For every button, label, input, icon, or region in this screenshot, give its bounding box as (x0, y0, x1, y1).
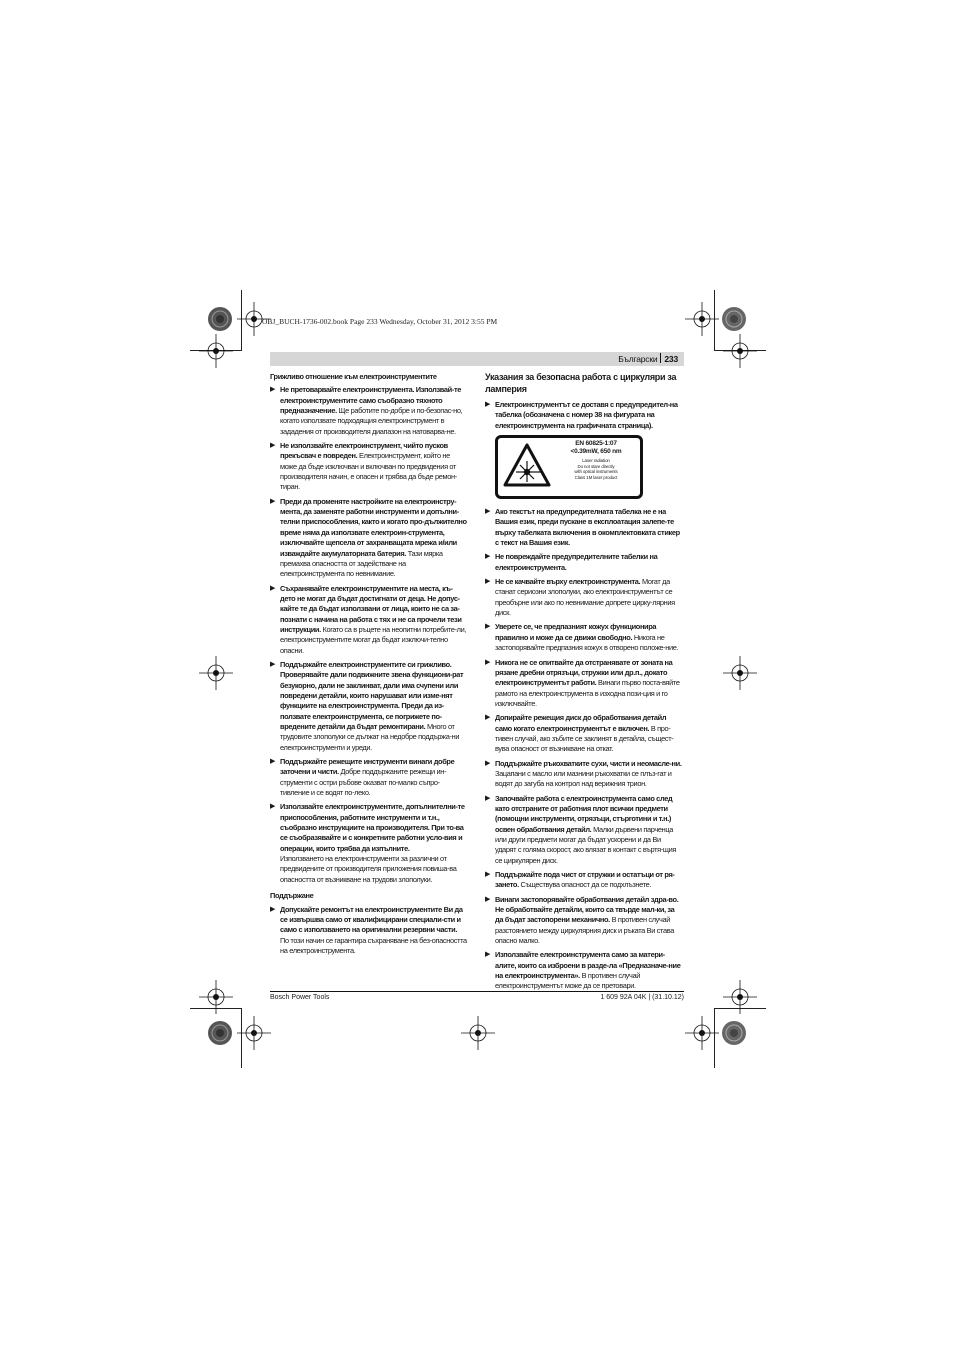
header-separator (660, 353, 661, 363)
page-header (270, 352, 684, 366)
list-item: ▶ Не използвайте електроинструмент, чийто пусков прекъсвач е повреден. Електроинструмент, който не може да бъде изключван и включван по предвидения от производителя начин, е опасен и трябва да бъде ремон-тиран. (270, 441, 457, 492)
right-column (485, 372, 682, 996)
registration-mark-icon (199, 656, 233, 690)
arrow-bullet-icon: ▶ (485, 658, 491, 666)
registration-mark-icon (199, 334, 233, 368)
section-note: Използването на електроинструменти за различни от предвидените от производителя приложения повиша-ва опасността от възникване на трудови злополуки. (280, 854, 457, 884)
laser-warning-icon (503, 443, 551, 487)
color-target-icon (721, 306, 747, 332)
arrow-bullet-icon: ▶ (270, 758, 276, 766)
arrow-bullet-icon: ▶ (485, 759, 491, 767)
color-target-icon (207, 1020, 233, 1046)
registration-mark-icon (685, 1016, 719, 1050)
section-title: Указания за безопасна работа с циркуляри за ламперия (485, 372, 677, 394)
arrow-bullet-icon: ▶ (485, 578, 491, 586)
list-item: ▶ Съхранявайте електроинструментите на места, къ-дето не могат да бъдат достигнати от деца. Не допус-кайте те да бъдат използвани от лица, които не са за-познати с начина на работа с тях и не са прочели тези инструкции. Когато са в ръцете на неопитни потребите-ли, електроинструментите могат да бъдат изключи-телно опасни. (270, 583, 467, 655)
list-item: ▶ Уверете се, че предпазният кожух функционира правилно и може да се движи свободно. Никога не застопорявайте предпазния кожух в отворено положе-ние. (485, 622, 679, 653)
arrow-bullet-icon: ▶ (270, 905, 276, 913)
arrow-bullet-icon: ▶ (270, 497, 276, 505)
color-target-icon (721, 1020, 747, 1046)
arrow-bullet-icon: ▶ (270, 584, 276, 592)
section-title: Грижливо отношение към електроинструментите (270, 372, 437, 381)
registration-mark-icon (685, 302, 719, 336)
arrow-bullet-icon: ▶ (485, 508, 491, 516)
registration-mark-icon (461, 1016, 495, 1050)
list-item: ▶ Ако текстът на предупредителната табелка не е на Вашия език, преди пускане в експлоатация залепе-те върху табелката включения в окомплектовката стикер с текст на Вашия език. (485, 507, 680, 548)
list-item: ▶ Поддържайте електроинструментите си грижливо. Проверявайте дали подвижните звена функциони-рат безукорно, дали не заклинват, дали има счупени или повредени детайли, които нарушават или изме-нят функциите на електроинструмента. Преди да из-ползвате електроинструмента, се погрижете по-вредените детайли да бъдат ремонтирани. Много от трудовите злополуки се дължат на недобре поддържа-ни електроинструменти и уреди. (270, 659, 464, 752)
arrow-bullet-icon: ▶ (485, 714, 491, 722)
registration-mark-icon (237, 1016, 271, 1050)
list-item: ▶ Не повреждайте предупредителните табелки на електроинструмента. (485, 552, 658, 572)
registration-mark-icon (723, 656, 757, 690)
list-item: ▶ Използвайте електроинструмента само за матери-алите, които са изброени в разде-ла «Предназначе-ние на електроинструмента». В противен случай електроинструментът може да се претовари. (485, 950, 681, 991)
list-item: ▶ Никога не се опитвайте да отстранявате от зоната на рязане дребни отрязъци, стружки или др.п., докато електроинструментът работи. Винаги първо поста-вяйте рамото на електроинструмента в изходна пози-ция и го изключвайте. (485, 657, 680, 708)
laser-label-standard: EN 60825-1:07 <0.39mW, 650 nm (570, 440, 622, 455)
list-item: ▶ Поддържайте пода чист от стружки и остатъци от ря-зането. Съществува опасност да се подхлъзнете. (485, 870, 675, 890)
list-item: ▶ Не претоварвайте електроинструмента. Използвай-те електроинструментите само съобразно тяхното предназначение. Ще работите по-добре и по-безопас-но, когато използвате подходящия електроинструмент в зададения от производителя диапазон на натоварва-не. (270, 385, 463, 436)
list-item: ▶ Преди да променяте настройките на електроинстру-мента, да заменяте работни инструменти и допълни-телни приспособления, както и когато про-дължително време няма да използвате електроин-струмента, изключвайте щепсела от захранващата мрежа и/или изваждайте акумулаторната батерия. Тази мярка премахва опасността от задействане на електроинструмента по невнимание. (270, 496, 467, 579)
arrow-bullet-icon: ▶ (270, 660, 276, 668)
list-item: ▶ Поддържайте режещите инструменти винаги добре заточени и чисти. Добре поддържаните режещи ин-струменти с остри ръбове оказват по-малко съпро-тивление и се водят по-леко. (270, 757, 455, 798)
arrow-bullet-icon: ▶ (485, 623, 491, 631)
print-header: OBJ_BUCH-1736-002.book Page 233 Wednesday, October 31, 2012 3:55 PM (262, 317, 498, 326)
list-item: ▶ Поддържайте ръкохватките сухи, чисти и неомасле-ни. Зацапани с масло или мазнини ръкохватки се плъз-гат и водят до загуба на контрол над верижния трион. (485, 758, 682, 789)
list-item: ▶ Започвайте работа с електроинструмента само след като отстраните от работния плот всички предмети (помощни инструменти, отрязъци, стърготини и т.н.) освен обработвания детайл. Малки дървени парченца или други предмети могат да бъдат ускорени и да Ви ударят с голяма скорост, ако влязат в контакт с въртя-щия се циркулярен диск. (485, 793, 677, 865)
left-column (270, 372, 467, 960)
arrow-bullet-icon: ▶ (270, 803, 276, 811)
arrow-bullet-icon: ▶ (485, 553, 491, 561)
arrow-bullet-icon: ▶ (485, 794, 491, 802)
registration-mark-icon (237, 302, 271, 336)
arrow-bullet-icon: ▶ (485, 951, 491, 959)
arrow-bullet-icon: ▶ (485, 401, 491, 408)
list-item: ▶ Не се качвайте върху електроинструмента. Могат да станат сериозни злополуки, ако електроинструментът се преобърне или ако по невнимание допрете цирку-лярния диск. (485, 577, 675, 618)
page-header-text (618, 353, 678, 364)
arrow-bullet-icon: ▶ (270, 442, 276, 450)
list-item: ▶ Винаги застопорявайте обработвания детайл здра-во. Не обработвайте детайли, които са твърде мал-ки, за да бъдат застопорени механично. В противен случай разстоянието между циркулярния диск и ръката Ви става опасно малко. (485, 894, 679, 946)
registration-mark-icon (199, 980, 233, 1014)
laser-warning-label (495, 435, 643, 499)
arrow-bullet-icon: ▶ (485, 871, 491, 879)
color-target-icon (207, 306, 233, 332)
footer-rule (270, 991, 684, 992)
language-label: Български (618, 354, 658, 364)
footer-document-code: 1 609 92A 04K | (31.10.12) (600, 994, 684, 1001)
list-item: ▶ Електроинструментът се доставя с предупредител-на табелка (обозначена с номер 38 на фигурата на електроинструмента на графичната страница). (485, 400, 678, 430)
registration-mark-icon (723, 334, 757, 368)
arrow-bullet-icon: ▶ (270, 386, 276, 394)
laser-label-text: Laser radiation Do not stare directly with optical instruments Class 1M laser product (574, 458, 618, 480)
registration-mark-icon (723, 980, 757, 1014)
list-item: ▶ Използвайте електроинструментите, допълнителни-те приспособления, работните инструменти и т.н., съобразно инструкциите на производителя. При то-ва се съобразявайте и с конкретните работни усло-вия и операции, които трябва да изпълните. (270, 802, 465, 853)
list-item: ▶ Допускайте ремонтът на електроинструментите Ви да се извършва само от квалифицирани специали-сти и само с използването на оригинални резервни части. По този начин се гарантира съхраняване на без-опасността на електроинструмента. (270, 904, 467, 955)
list-item: ▶ Допирайте режещия диск до обработвания детайл само когато електроинструментът е включен. В про-тивен случай, ако зъбите се заклинят в детайла, същест-вува опасност от възникване на откат. (485, 713, 674, 754)
page-number: 233 (664, 354, 678, 364)
footer-brand: Bosch Power Tools (270, 994, 330, 1001)
arrow-bullet-icon: ▶ (485, 895, 491, 903)
section-title: Поддържане (270, 891, 314, 901)
